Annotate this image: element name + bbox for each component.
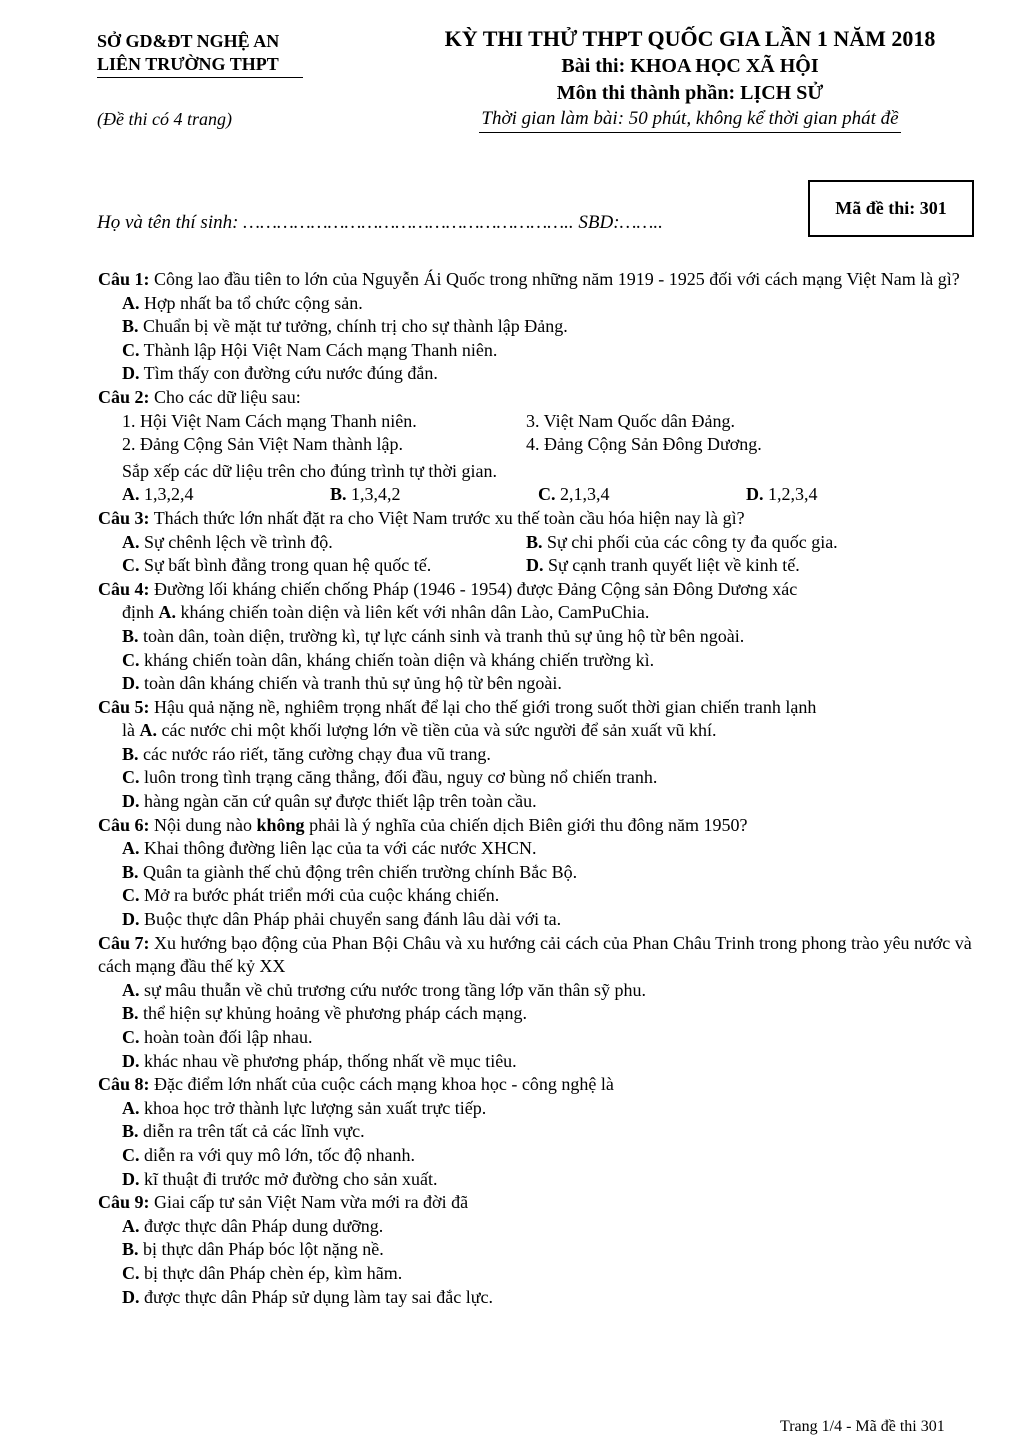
option-c xyxy=(98,766,978,790)
option-letter: C. xyxy=(122,1262,140,1283)
question-text: Đường lối kháng chiến chống Pháp (1946 - 1954) được Đảng Cộng sản Đông Dương xác xyxy=(149,578,798,599)
option-c xyxy=(98,884,978,908)
option-c xyxy=(122,554,526,578)
option-letter: B. xyxy=(122,1003,139,1024)
option-text: diễn ra trên tất cả các lĩnh vực. xyxy=(138,1121,365,1142)
option-text: Sự chênh lệch về trình độ. xyxy=(139,531,333,552)
data-item: 1. Hội Việt Nam Cách mạng Thanh niên. xyxy=(122,410,417,431)
option-b xyxy=(526,531,838,555)
question-8 xyxy=(98,1073,978,1191)
option-letter: C. xyxy=(122,767,140,788)
option-d xyxy=(98,1286,978,1310)
time-line: Thời gian làm bài: 50 phút, không kể thời gian phát đề xyxy=(479,107,900,133)
option-d xyxy=(98,1050,978,1074)
option-d xyxy=(98,672,978,696)
question-text: Đặc điểm lớn nhất của cuộc cách mạng khoa học - công nghệ là xyxy=(149,1074,614,1095)
question-stem xyxy=(98,578,978,602)
question-label: Câu 7: xyxy=(98,932,150,953)
option-letter: B. xyxy=(526,531,543,552)
option-letter: D. xyxy=(122,673,140,694)
option-letter: A. xyxy=(122,292,140,313)
data-items-row-2 xyxy=(98,433,978,457)
pages-note: (Đề thi có 4 trang) xyxy=(97,109,232,129)
question-label: Câu 5: xyxy=(98,696,150,717)
option-a xyxy=(122,483,330,507)
option-a xyxy=(98,1215,978,1239)
option-text: các nước chi một khối lượng lớn về tiền của và sức người để sản xuất vũ khí. xyxy=(157,720,717,741)
question-6 xyxy=(98,814,978,932)
question-stem xyxy=(98,1073,978,1097)
option-letter: B. xyxy=(122,861,139,882)
question-list xyxy=(98,268,978,1309)
question-stem xyxy=(98,507,978,531)
option-text: hoàn toàn đối lập nhau. xyxy=(139,1027,313,1047)
school-name: LIÊN TRƯỜNG THPT xyxy=(97,54,279,74)
option-b xyxy=(98,1120,978,1144)
option-text: kĩ thuật đi trước mở đường cho sản xuất. xyxy=(139,1168,438,1189)
option-letter: B. xyxy=(122,1121,139,1142)
option-letter: A. xyxy=(122,531,140,552)
option-text: kháng chiến toàn dân, kháng chiến toàn diện và kháng chiến trường kì. xyxy=(139,649,655,670)
options-row xyxy=(98,483,978,507)
department-name: SỞ GD&ĐT NGHỆ AN xyxy=(97,31,280,51)
option-letter: D. xyxy=(526,555,544,576)
option-letter: C. xyxy=(122,339,140,360)
component-line: Môn thi thành phần: LỊCH SỬ xyxy=(556,82,824,104)
option-letter: B. xyxy=(122,316,139,337)
question-stem xyxy=(98,268,978,292)
option-letter: A. xyxy=(122,979,140,1000)
question-stem xyxy=(98,932,978,979)
option-letter: A. xyxy=(158,602,177,623)
option-c xyxy=(98,339,978,363)
option-letter: B. xyxy=(122,625,139,646)
option-a xyxy=(98,292,978,316)
question-label: Câu 8: xyxy=(98,1074,150,1095)
option-d xyxy=(98,908,978,932)
question-5 xyxy=(98,696,978,814)
option-a xyxy=(98,601,978,625)
question-label: Câu 6: xyxy=(98,814,150,835)
option-letter: D. xyxy=(122,791,140,812)
option-letter: D. xyxy=(122,1168,140,1189)
option-text: 1,2,3,4 xyxy=(763,484,818,505)
option-text: diễn ra với quy mô lớn, tốc độ nhanh. xyxy=(139,1144,415,1165)
question-4 xyxy=(98,578,978,696)
option-text: Quân ta giành thế chủ động trên chiến trường chính Bắc Bộ. xyxy=(138,861,578,882)
option-a xyxy=(122,531,526,555)
option-letter: D. xyxy=(746,484,764,505)
option-letter: A. xyxy=(139,720,157,741)
option-text: Hợp nhất ba tổ chức cộng sản. xyxy=(139,292,363,313)
option-letter: D. xyxy=(122,363,140,384)
options-row-2 xyxy=(98,554,978,578)
option-letter: A. xyxy=(122,838,140,859)
question-text: phải là ý nghĩa của chiến dịch Biên giới thu đông năm 1950? xyxy=(304,814,748,835)
issuer-block xyxy=(97,30,327,130)
issuer-underline xyxy=(97,77,303,78)
option-text: khoa học trở thành lực lượng sản xuất trực tiếp. xyxy=(139,1097,487,1118)
option-b xyxy=(98,743,978,767)
question-2 xyxy=(98,386,978,507)
data-item: 4. Đảng Cộng Sản Đông Dương. xyxy=(526,434,762,455)
option-letter: C. xyxy=(122,1027,140,1047)
option-text: Sự chi phối của các công ty đa quốc gia. xyxy=(542,531,838,552)
option-b xyxy=(98,315,978,339)
option-letter: C. xyxy=(122,649,140,670)
subject-line: Bài thi: KHOA HỌC XÃ HỘI xyxy=(561,55,819,77)
question-label: Câu 2: xyxy=(98,386,150,407)
question-label: Câu 1: xyxy=(98,269,150,289)
option-letter: A. xyxy=(122,484,140,505)
question-stem xyxy=(98,1191,978,1215)
option-letter: D. xyxy=(122,1286,140,1307)
question-text: Công lao đầu tiên to lớn của Nguyễn Ái Quốc trong những năm 1919 - 1925 đối với cách mạng Việt Nam là gì? xyxy=(149,269,960,289)
question-text: Hậu quả nặng nề, nghiêm trọng nhất để lại cho thế giới trong suốt thời gian chiến tranh lạnh xyxy=(149,696,817,717)
option-text: 2,1,3,4 xyxy=(555,484,610,505)
option-letter: B. xyxy=(330,484,347,505)
option-letter: C. xyxy=(122,555,140,576)
option-b xyxy=(98,1002,978,1026)
option-text: được thực dân Pháp dung dưỡng. xyxy=(139,1215,384,1236)
option-c xyxy=(538,483,746,507)
question-text: Cho các dữ liệu sau: xyxy=(149,386,301,407)
option-text: Buộc thực dân Pháp phải chuyển sang đánh lâu dài với ta. xyxy=(139,909,562,930)
question-stem xyxy=(98,696,978,720)
option-text: Khai thông đường liên lạc của ta với các nước XHCN. xyxy=(139,838,537,859)
question-label: Câu 9: xyxy=(98,1192,150,1213)
exam-code-box: Mã đề thi: 301 xyxy=(808,180,974,237)
question-1 xyxy=(98,268,978,386)
option-letter: B. xyxy=(122,743,139,764)
page-footer: Trang 1/4 - Mã đề thi 301 xyxy=(780,1418,945,1435)
candidate-line: Họ và tên thí sinh: ………………………………………………….. SBD:…….. xyxy=(97,212,663,233)
option-a xyxy=(98,1097,978,1121)
option-text: 1,3,2,4 xyxy=(139,484,194,505)
option-letter: A. xyxy=(122,1215,140,1236)
option-text: Sự cạnh tranh quyết liệt về kinh tế. xyxy=(543,555,800,576)
option-letter: D. xyxy=(122,1050,140,1071)
options-row-1 xyxy=(98,531,978,555)
option-text: toàn dân kháng chiến và tranh thủ sự ủng hộ từ bên ngoài. xyxy=(139,673,562,694)
option-b xyxy=(98,625,978,649)
option-b xyxy=(98,1238,978,1262)
option-text: 1,3,4,2 xyxy=(346,484,401,505)
option-letter: A. xyxy=(122,1097,140,1118)
option-a xyxy=(98,719,978,743)
option-letter: C. xyxy=(122,885,140,906)
option-text: toàn dân, toàn diện, trường kì, tự lực cánh sinh và tranh thủ sự ủng hộ từ bên ngoài. xyxy=(138,625,745,646)
option-text: Mở ra bước phát triển mới của cuộc kháng chiến. xyxy=(139,885,500,906)
question-emphasis: không xyxy=(256,814,305,835)
data-items-row-1 xyxy=(98,410,978,434)
data-item: 3. Việt Nam Quốc dân Đảng. xyxy=(526,410,736,431)
question-text: Giai cấp tư sản Việt Nam vừa mới ra đời đã xyxy=(149,1192,469,1213)
exam-title-block xyxy=(405,25,975,133)
question-label: Câu 4: xyxy=(98,578,150,599)
question-stem xyxy=(98,386,978,410)
question-3 xyxy=(98,507,978,578)
option-text: Tìm thấy con đường cứu nước đúng đắn. xyxy=(139,363,438,384)
option-text: Sự bất bình đẳng trong quan hệ quốc tế. xyxy=(139,555,432,576)
data-item: 2. Đảng Cộng Sản Việt Nam thành lập. xyxy=(122,434,404,455)
option-letter: B. xyxy=(122,1239,139,1260)
option-d xyxy=(98,1168,978,1192)
option-text: sự mâu thuẫn về chủ trương cứu nước trong tầng lớp văn thân sỹ phu. xyxy=(139,979,646,1000)
option-text: bị thực dân Pháp chèn ép, kìm hãm. xyxy=(139,1262,403,1283)
option-letter: C. xyxy=(538,484,556,505)
option-c xyxy=(98,1144,978,1168)
question-instruction: Sắp xếp các dữ liệu trên cho đúng trình tự thời gian. xyxy=(122,460,497,481)
question-label: Câu 3: xyxy=(98,507,150,528)
question-text: Nội dung nào xyxy=(149,814,257,835)
option-text: kháng chiến toàn diện và liên kết với nhân dân Lào, CamPuChia. xyxy=(176,602,650,623)
option-b xyxy=(98,861,978,885)
option-text: các nước ráo riết, tăng cường chạy đua vũ trang. xyxy=(138,743,491,764)
question-text-continued: định xyxy=(122,602,155,623)
option-d xyxy=(526,554,800,578)
option-text: Thành lập Hội Việt Nam Cách mạng Thanh niên. xyxy=(139,339,498,360)
question-text: Thách thức lớn nhất đặt ra cho Việt Nam trước xu thế toàn cầu hóa hiện nay là gì? xyxy=(149,507,745,528)
option-a xyxy=(98,837,978,861)
option-text: bị thực dân Pháp bóc lột nặng nề. xyxy=(138,1239,384,1260)
option-a xyxy=(98,979,978,1003)
question-text-continued: là xyxy=(122,720,135,741)
option-c xyxy=(98,1262,978,1286)
exam-title: KỲ THI THỬ THPT QUỐC GIA LẦN 1 NĂM 2018 xyxy=(444,26,936,51)
option-d xyxy=(98,362,978,386)
option-text: thể hiện sự khủng hoảng về phương pháp cách mạng. xyxy=(138,1003,527,1024)
option-c xyxy=(98,649,978,673)
option-text: được thực dân Pháp sử dụng làm tay sai đắc lực. xyxy=(139,1286,493,1307)
option-text: khác nhau về phương pháp, thống nhất về mục tiêu. xyxy=(139,1050,517,1071)
option-c xyxy=(98,1026,978,1050)
option-d xyxy=(746,483,954,507)
option-letter: C. xyxy=(122,1144,140,1165)
question-7 xyxy=(98,932,978,1074)
option-text: luôn trong tình trạng căng thẳng, đối đầu, nguy cơ bùng nổ chiến tranh. xyxy=(139,767,658,788)
option-letter: D. xyxy=(122,909,140,930)
question-text: Xu hướng bạo động của Phan Bội Châu và xu hướng cải cách của Phan Châu Trinh trong phong trào yêu nước và cách mạng đầu thế kỷ XX xyxy=(98,932,972,977)
option-text: hàng ngàn căn cứ quân sự được thiết lập trên toàn cầu. xyxy=(139,791,537,812)
option-text: Chuẩn bị về mặt tư tưởng, chính trị cho sự thành lập Đảng. xyxy=(138,316,568,337)
question-stem xyxy=(98,814,978,838)
option-d xyxy=(98,790,978,814)
option-b xyxy=(330,483,538,507)
question-9 xyxy=(98,1191,978,1309)
